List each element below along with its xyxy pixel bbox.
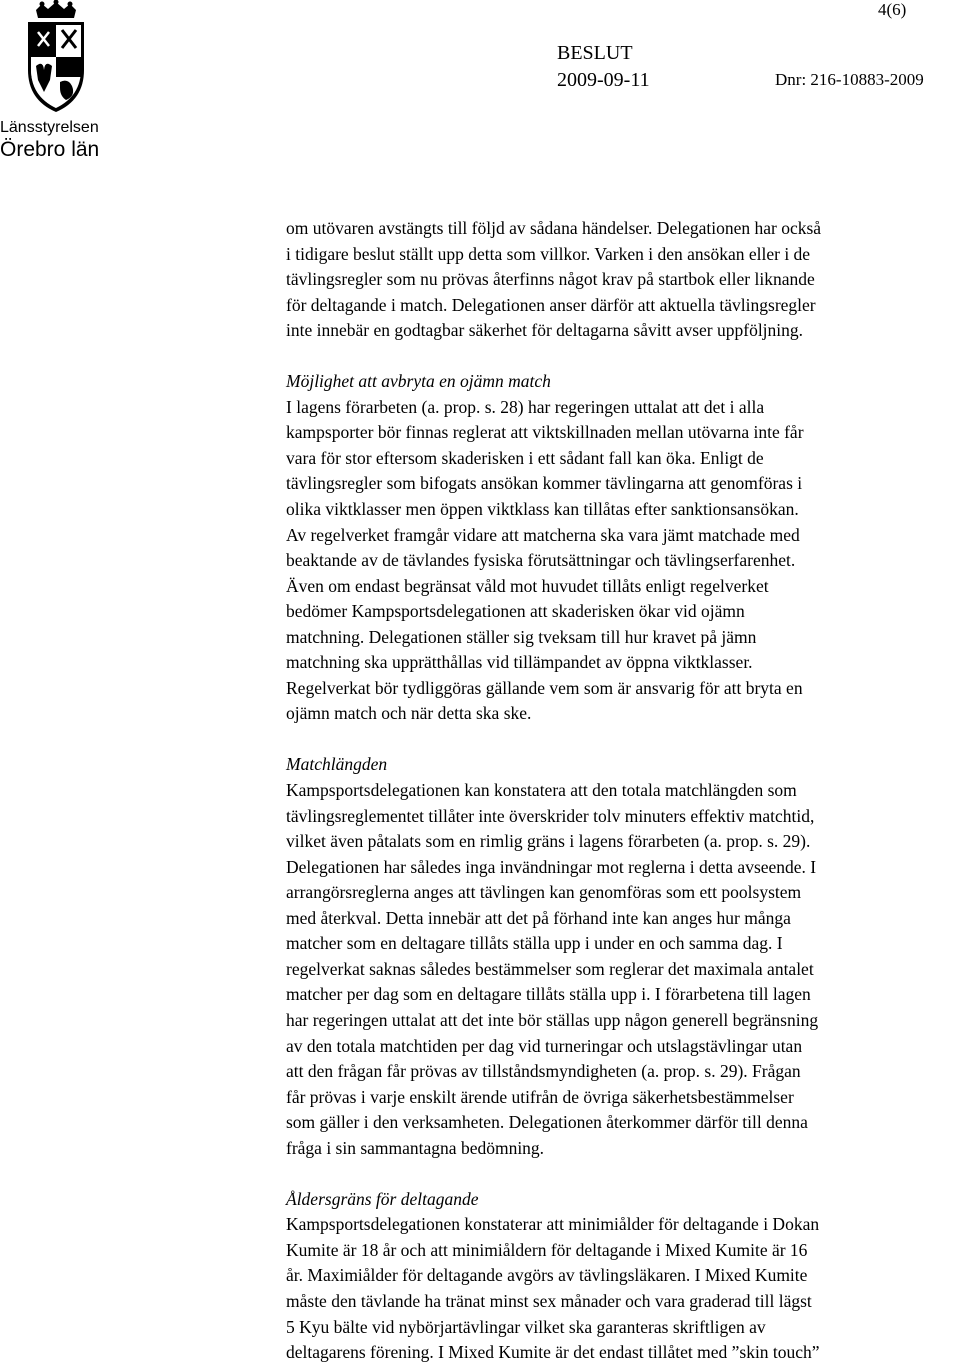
text-line: har regeringen uttalat att det inte bör ställas upp någon generell begränsning (286, 1009, 819, 1030)
text-line: arrangörsreglerna anges att tävlingen kan genomföras som ett poolsystem (286, 882, 802, 903)
paragraph (286, 369, 960, 727)
text-line: tävlingsregler som bifogats ansökan kommer tävlingarna att genomföras i (286, 473, 803, 494)
logo-text-line1: Länsstyrelsen (0, 119, 99, 136)
text-line: Kumite är 18 år och att minimiåldern för deltagande i Mixed Kumite är 16 (286, 1239, 808, 1260)
text-line: Delegationen har således inga invändningar mot reglerna i detta avseende. I (286, 856, 817, 877)
document-type: BESLUT (557, 42, 633, 64)
text-line: måste den tävlande ha tränat minst sex månader och vara graderad till lägst (286, 1290, 812, 1311)
text-line: fråga i sin sammantagna bedömning. (286, 1137, 545, 1158)
text-line: med återkval. Detta innebär att det på förhand inte kan anges hur många (286, 907, 791, 928)
text-line: Kampsportsdelegationen kan konstatera att den totala matchlängden som (286, 780, 797, 801)
text-line: regelverkat saknas således bestämmelser som reglerar det maximala antalet (286, 958, 814, 979)
paragraph-spacer (286, 1161, 960, 1187)
text-line: bedömer Kampsportsdelegationen att skaderisken ökar vid ojämn (286, 601, 745, 622)
text-line: matcher som en deltagare tillåts ställa upp i under en och samma dag. I (286, 933, 783, 954)
text-line: tävlingsregler som nu prövas återfinns något krav på startbok eller liknande (286, 269, 815, 290)
text-line: I lagens förarbeten (a. prop. s. 28) har regeringen uttalat att det i alla (286, 396, 765, 417)
text-line: av den totala matchtiden per dag vid turneringar och utslagstävlingar utan (286, 1035, 803, 1056)
text-line: Regelverkat bör tydliggöras gällande vem som är ansvarig för att bryta en (286, 677, 803, 698)
text-line: inte innebär en godtagbar säkerhet för deltagarna såvitt avser uppföljning. (286, 320, 804, 341)
page-number: 4(6) (878, 0, 907, 19)
decision-date: 2009-09-11 (557, 69, 650, 91)
text-line: att den frågan får prövas av tillståndsmyndigheten (a. prop. s. 29). Frågan (286, 1061, 801, 1082)
text-line: deltagarens förening. I Mixed Kumite är det endast tillåtet med ”skin touch” (286, 1342, 820, 1363)
text-line: matchning. Delegationen ställer sig tveksam till hur kravet på jämn (286, 626, 757, 647)
text-line: Kampsportsdelegationen konstaterar att minimiålder för deltagande i Dokan (286, 1214, 820, 1235)
section-heading: Möjlighet att avbryta en ojämn match (286, 371, 551, 392)
text-line: vilket även påtalats som en rimlig gräns i lagens förarbeten (a. prop. s. 29). (286, 831, 811, 852)
paragraph (286, 752, 960, 1161)
text-line: år. Maximiålder för deltagande avgörs av tävlingsläkaren. I Mixed Kumite (286, 1265, 808, 1286)
section-heading: Matchlängden (286, 754, 388, 775)
paragraph (286, 1187, 960, 1366)
section-heading: Åldersgräns för deltagande (286, 1188, 479, 1209)
text-line: tävlingsreglementet tillåter inte överskrider tolv minuters effektiv matchtid, (286, 805, 815, 826)
text-line: vara för stor eftersom skaderisken i ett sådant fall kan öka. Enligt de (286, 447, 764, 468)
text-line: ojämn match och när detta ska ske. (286, 703, 532, 724)
logo-text-line2: Örebro län (0, 138, 100, 161)
text-line: kampsporter bör finnas reglerat att viktskillnaden mellan utövarna inte får (286, 422, 804, 443)
text-line: Även om endast begränsat våld mot huvudet tillåts enligt regelverket (286, 575, 769, 596)
coat-of-arms-icon (0, 0, 112, 165)
text-line: 5 Kyu bälte vid nybörjartävlingar vilket ska garanteras skriftligen av (286, 1316, 766, 1337)
paragraph-spacer (286, 344, 960, 370)
paragraph-spacer (286, 727, 960, 753)
text-line: får prövas i varje enskilt ärende utifrån de övriga säkerhetsbestämmelser (286, 1086, 794, 1107)
text-line: matchning ska upprätthållas vid tillämpandet av öppna viktklasser. (286, 652, 753, 673)
text-line: Av regelverket framgår vidare att matcherna ska vara jämt matchade med (286, 524, 800, 545)
paragraph (286, 216, 960, 344)
case-number: Dnr: 216-10883-2009 (775, 70, 924, 89)
document-body (286, 216, 960, 1366)
text-line: matcher per dag som en deltagare tillåts ställa upp i. I förarbetena till lagen (286, 984, 811, 1005)
text-line: olika viktklasser men öppen viktklass kan tillåtas efter sanktionsansökan. (286, 499, 799, 520)
text-line: om utövaren avstängts till följd av sådana händelser. Delegationen har också (286, 218, 822, 238)
county-board-logo (0, 0, 112, 165)
text-line: beaktande av de tävlandes fysiska förutsättningar och tävlingserfarenhet. (286, 550, 796, 571)
text-line: för deltagande i match. Delegationen anser därför att aktuella tävlingsregler (286, 294, 816, 315)
text-line: som gäller i den verksamheten. Delegationen återkommer därför till denna (286, 1112, 808, 1133)
text-line: i tidigare beslut ställt upp detta som villkor. Varken i den ansökan eller i de (286, 243, 811, 264)
